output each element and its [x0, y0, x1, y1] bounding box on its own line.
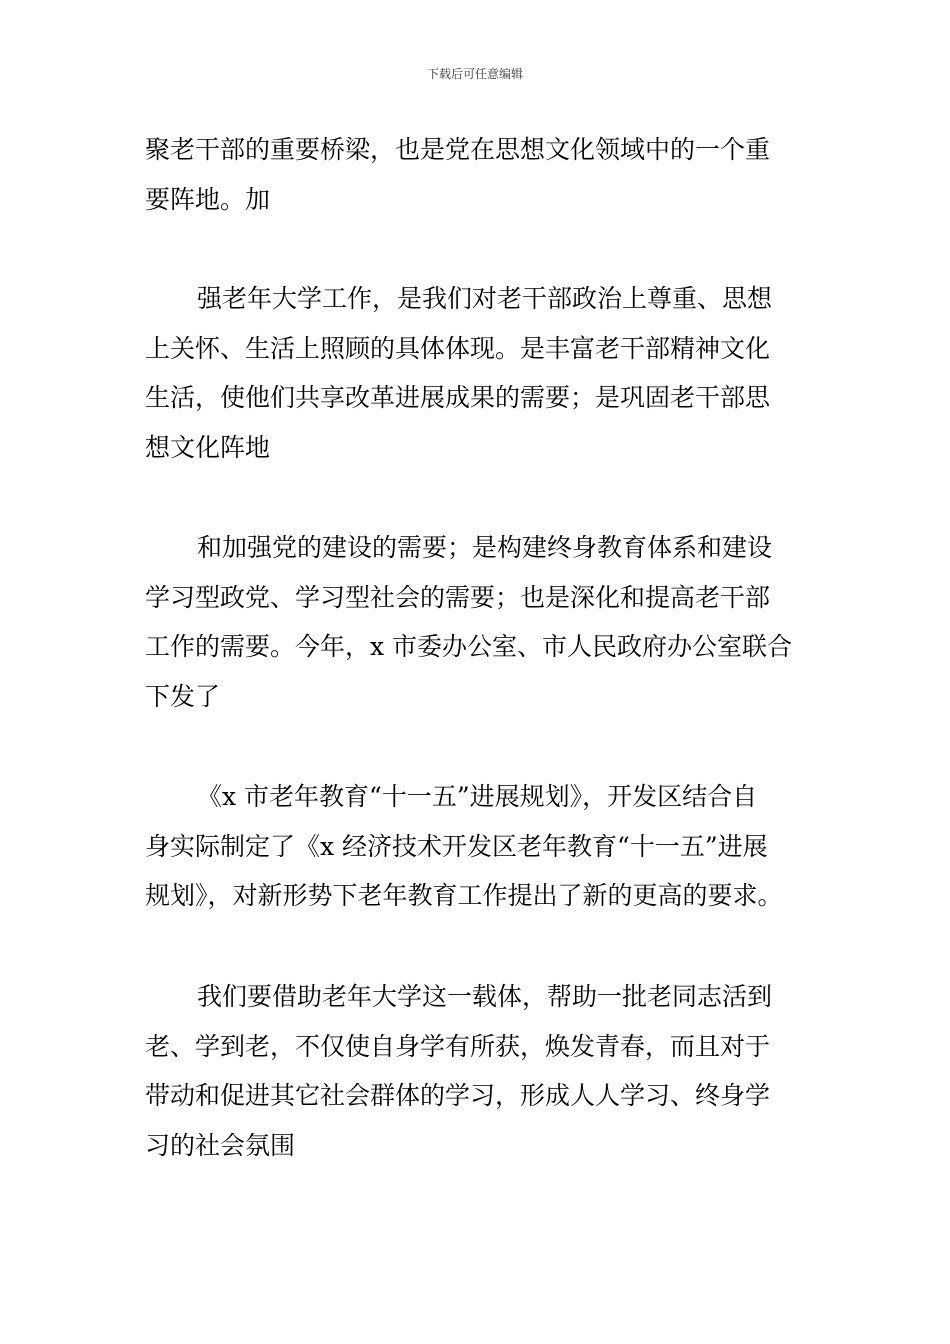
paragraph-line: 上关怀、生活上照顾的具体体现。是丰富老干部精神文化 — [145, 333, 771, 363]
paragraph-line: 规划》，对新形势下老年教育工作提出了新的更高的要求。 — [145, 881, 783, 910]
paragraph-line: 《x 市老年教育“十一五”进展规划》，开发区结合自 — [197, 782, 758, 811]
paragraph-line: 生活，使他们共享改革进展成果的需要；是巩固老干部思 — [145, 383, 771, 412]
paragraph-line: 老、学到老，不仅使自身学有所获，焕发青春，而且对于 — [145, 1031, 771, 1061]
paragraph-line: 和加强党的建设的需要；是构建终身教育体系和建设 — [197, 533, 773, 562]
paragraph-2 — [145, 274, 810, 472]
paragraph-line: 想文化阵地 — [145, 432, 271, 462]
paragraph-line: 习的社会氛围 — [145, 1130, 296, 1160]
paragraph-line: 要阵地。加 — [145, 184, 271, 214]
paragraph-line: 我们要借助老年大学这一载体，帮助一批老同志活到 — [197, 982, 773, 1011]
paragraph-4 — [145, 772, 810, 921]
paragraph-line: 聚老干部的重要桥梁，也是党在思想文化领域中的一个重 — [145, 135, 771, 164]
paragraph-line: 下发了 — [145, 681, 221, 711]
page-header: 下载后可任意编辑 — [426, 67, 523, 81]
paragraph-line: 身实际制定了《x 经济技术开发区老年教育“十一五”进展 — [145, 831, 768, 861]
paragraph-3 — [145, 523, 810, 721]
paragraph-line: 带动和促进其它社会群体的学习，形成人人学习、终身学 — [145, 1081, 771, 1110]
paragraph-line: 强老年大学工作，是我们对老干部政治上尊重、思想 — [197, 284, 773, 313]
paragraph-1 — [145, 125, 810, 224]
paragraph-line: 学习型政党、学习型社会的需要；也是深化和提高老干部 — [145, 582, 771, 612]
paragraph-line: 工作的需要。今年，x 市委办公室、市人民政府办公室联合 — [145, 632, 793, 661]
paragraph-5 — [145, 972, 810, 1170]
